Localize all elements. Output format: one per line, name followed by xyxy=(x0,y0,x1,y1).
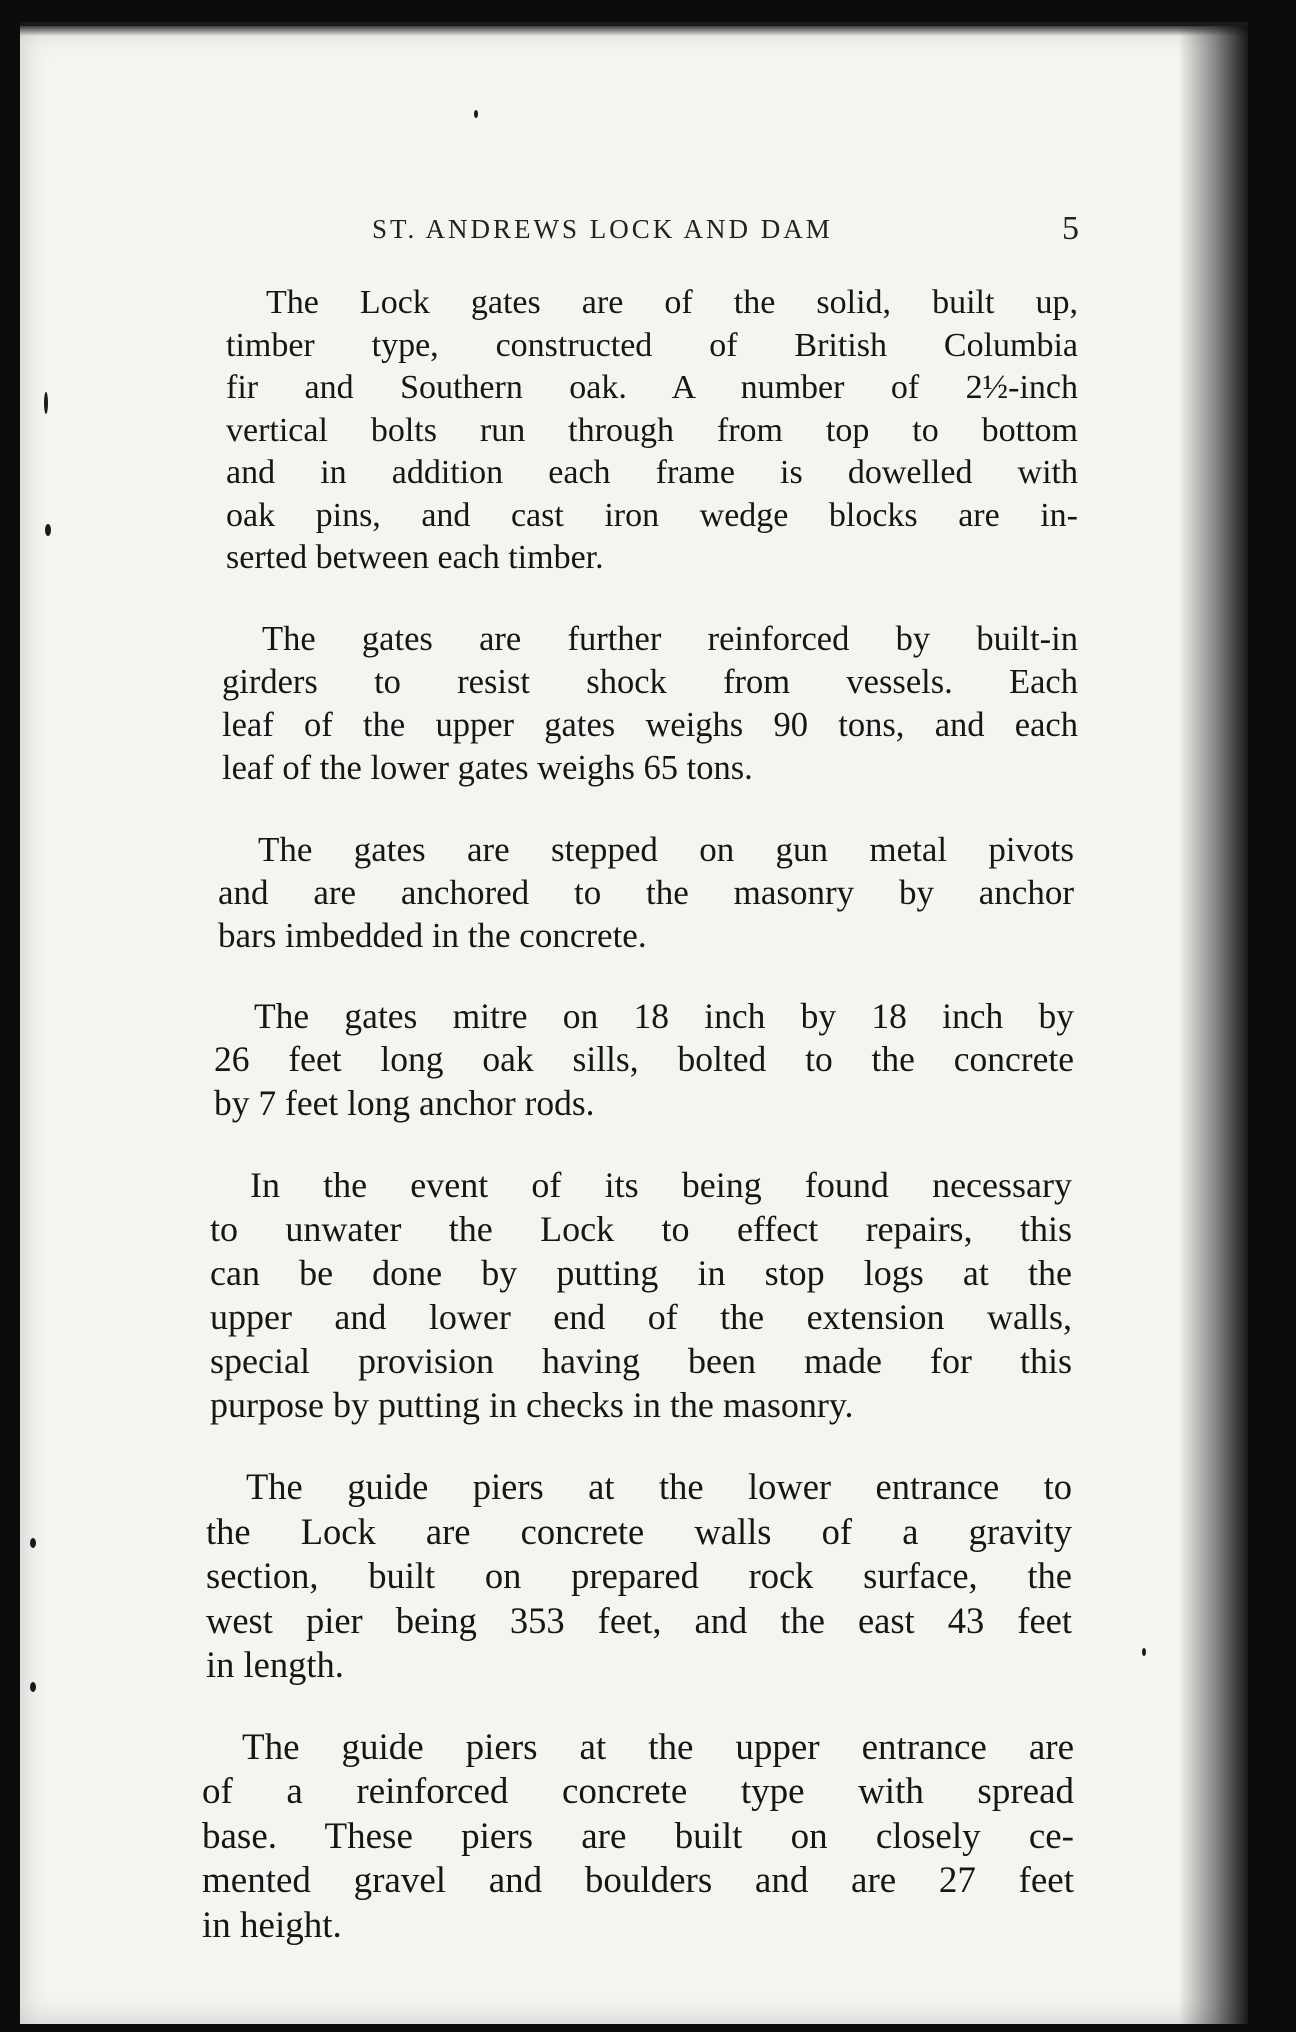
text-line: In the event of its being found necessary xyxy=(250,1165,1072,1205)
paragraph xyxy=(226,282,1078,580)
text-line: mented gravel and boulders and are 27 feet xyxy=(202,1860,1074,1901)
paragraph xyxy=(210,1163,1072,1427)
text-line: The guide piers at the upper entrance are xyxy=(242,1726,1074,1768)
margin-mark xyxy=(44,392,48,414)
text-line: in length. xyxy=(206,1644,344,1685)
text-line: leaf of the lower gates weighs 65 tons. xyxy=(222,748,753,787)
paragraph xyxy=(206,1465,1072,1688)
page-number: 5 xyxy=(1062,210,1079,247)
margin-mark xyxy=(30,1682,36,1692)
text-line: The guide piers at the lower entrance to xyxy=(246,1466,1072,1507)
text-line: vertical bolts run through from top to bottom xyxy=(226,411,1078,449)
text-line: of a reinforced concrete type with spread xyxy=(202,1771,1074,1812)
text-line: to unwater the Lock to effect repairs, this xyxy=(210,1209,1072,1249)
text-line: upper and lower end of the extension walls, xyxy=(210,1297,1072,1337)
text-line: The gates mitre on 18 inch by 18 inch by xyxy=(254,995,1074,1036)
paragraph xyxy=(214,995,1074,1126)
text-line: base. These piers are built on closely ce- xyxy=(202,1815,1074,1857)
paragraph xyxy=(222,618,1078,790)
spine-shadow xyxy=(1178,26,1248,2024)
text-line: oak pins, and cast iron wedge blocks are in- xyxy=(226,496,1078,534)
text-line: bars imbedded in the concrete. xyxy=(218,915,647,955)
text-line: timber type, constructed of British Columbia xyxy=(226,326,1078,364)
margin-mark xyxy=(30,1538,36,1548)
text-line: The gates are stepped on gun metal pivots xyxy=(258,829,1074,869)
paragraph xyxy=(202,1726,1074,1949)
text-line: leaf of the upper gates weighs 90 tons, and each xyxy=(222,705,1078,744)
text-line: can be done by putting in stop logs at the xyxy=(210,1253,1072,1293)
text-line: fir and Southern oak. A number of 2½-inch xyxy=(226,369,1078,406)
body-text xyxy=(202,282,1082,1986)
text-line: the Lock are concrete walls of a gravity xyxy=(206,1510,1072,1552)
margin-mark xyxy=(474,110,478,118)
text-line: section, built on prepared rock surface, the xyxy=(206,1555,1072,1596)
text-line: special provision having been made for this xyxy=(210,1341,1072,1381)
running-title: ST. ANDREWS LOCK AND DAM xyxy=(372,214,833,244)
text-line: girders to resist shock from vessels. Each xyxy=(222,662,1078,701)
text-line: and in addition each frame is dowelled with xyxy=(226,454,1078,491)
text-line: 26 feet long oak sills, bolted to the concrete xyxy=(214,1039,1074,1079)
text-line: The Lock gates are of the solid, built up, xyxy=(266,284,1078,321)
margin-mark xyxy=(1142,1648,1146,1656)
text-line: and are anchored to the masonry by anchor xyxy=(218,872,1074,912)
text-line: The gates are further reinforced by built-in xyxy=(262,619,1078,658)
text-line: by 7 feet long anchor rods. xyxy=(214,1082,595,1123)
paragraph xyxy=(218,828,1074,957)
text-line: purpose by putting in checks in the masonry. xyxy=(210,1385,854,1425)
page-top-edge xyxy=(20,26,1248,36)
text-line: west pier being 353 feet, and the east 43 feet xyxy=(206,1599,1072,1641)
text-line: in height. xyxy=(202,1904,342,1946)
margin-mark xyxy=(45,524,51,536)
text-line: serted between each timber. xyxy=(226,539,604,576)
